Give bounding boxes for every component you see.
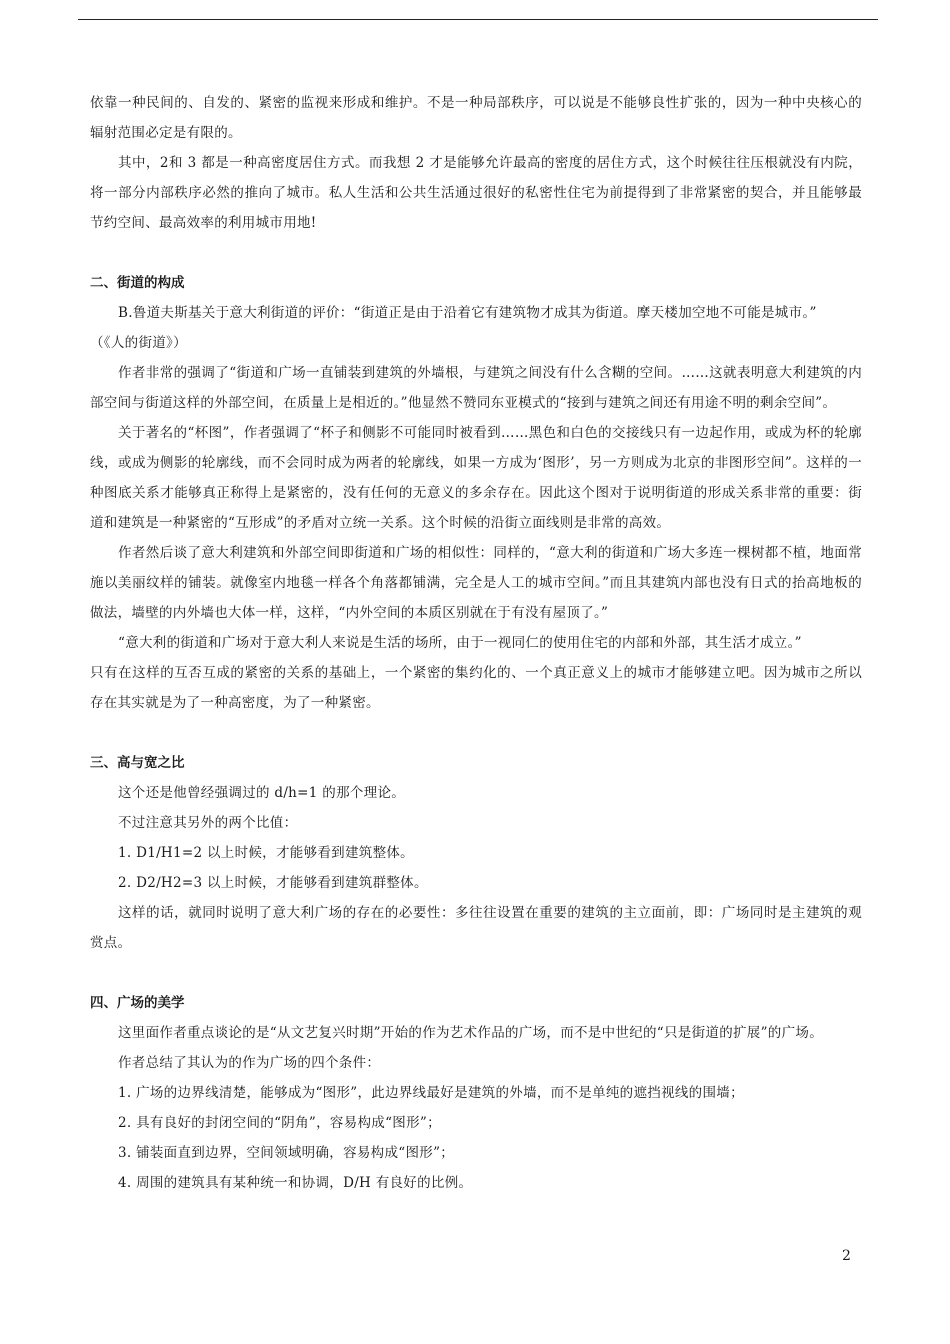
street-paragraph-1: B.鲁道夫斯基关于意大利街道的评价：“街道正是由于沿着它有建筑物才成其为街道。摩天楼加空地不可能是城市。” — [118, 305, 817, 321]
section-gap — [90, 238, 862, 268]
ratio-paragraph-3: 这样的话，就同时说明了意大利广场的存在的必要性：多往往设置在重要的建筑的主立面前，即：广场同时是主建筑的观赏点。 — [90, 905, 862, 951]
street-quote-source: （《人的街道》） — [90, 335, 187, 351]
street-paragraph-5: “意大利的街道和广场对于意大利人来说是生活的场所，由于一视同仁的使用住宅的内部和外部，其生活才成立。” — [118, 635, 802, 651]
section-heading-plaza: 四、广场的美学 — [90, 995, 185, 1011]
page-body — [90, 88, 862, 1198]
ratio-paragraph-1: 这个还是他曾经强调过的 d/h=1 的那个理论。 — [118, 785, 406, 801]
ratio-list-item-2: 2. D2/H2=3 以上时候，才能够看到建筑群整体。 — [118, 875, 428, 891]
section-heading-street: 二、街道的构成 — [90, 275, 185, 291]
street-paragraph-6: 只有在这样的互否互成的紧密的关系的基础上，一个紧密的集约化的、一个真正意义上的城市才能够建立吧。因为城市之所以存在其实就是为了一种高密度，为了一种紧密。 — [90, 665, 862, 711]
page-number: 2 — [842, 1248, 851, 1264]
ratio-paragraph-2: 不过注意其另外的两个比值： — [118, 815, 298, 831]
street-paragraph-4: 作者然后谈了意大利建筑和外部空间即街道和广场的相似性：同样的，“意大利的街道和广场大多连一棵树都不植，地面常施以美丽纹样的铺装。就像室内地毯一样各个角落都铺满，完全是人工的城市空间。”而且其建筑内部也没有日式的抬高地板的做法，墙壁的内外墙也大体一样，这样，“内外空间的本质区别就在于有没有屋顶了。” — [90, 545, 862, 621]
plaza-list-item-2: 2. 具有良好的封闭空间的“阴角”，容易构成“图形”； — [118, 1115, 441, 1131]
street-paragraph-3: 关于著名的“杯图”，作者强调了“杯子和侧影不可能同时被看到……黑色和白色的交接线只有一边起作用，或成为杯的轮廓线，或成为侧影的轮廓线，而不会同时成为两者的轮廓线，如果一方成为‘图形’，另一方则成为北京的非图形空间”。这样的一种图底关系才能够真正称得上是紧密的，没有任何的无意义的多余存在。因此这个图对于说明街道的形成关系非常的重要：街道和建筑是一种紧密的“互形成”的矛盾对立统一关系。这个时候的沿街立面线则是非常的高效。 — [90, 425, 862, 531]
street-paragraph-2: 作者非常的强调了“街道和广场一直铺装到建筑的外墙根，与建筑之间没有什么含糊的空间。……这就表明意大利建筑的内部空间与街道这样的外部空间，在质量上是相近的。”他显然不赞同东亚模式的“接到与建筑之间还有用途不明的剩余空间”。 — [90, 365, 862, 411]
intro-paragraph-1: 依靠一种民间的、自发的、紧密的监视来形成和维护。不是一种局部秩序，可以说是不能够良性扩张的，因为一种中央核心的辐射范围必定是有限的。 — [90, 95, 862, 141]
header-rule — [78, 19, 878, 20]
ratio-list-item-1: 1. D1/H1=2 以上时候，才能够看到建筑整体。 — [118, 845, 414, 861]
plaza-list-item-4: 4. 周围的建筑具有某种统一和协调，D/H 有良好的比例。 — [118, 1175, 473, 1191]
plaza-paragraph-2: 作者总结了其认为的作为广场的四个条件： — [118, 1055, 381, 1071]
intro-paragraph-2: 其中，2和 3 都是一种高密度居住方式。而我想 2 才是能够允许最高的密度的居住方式，这个时候往往压根就没有内院，将一部分内部秩序必然的推向了城市。私人生活和公共生活通过很好的私密性住宅为前提得到了非常紧密的契合，并且能够最节约空间、最高效率的利用城市用地! — [90, 155, 862, 231]
section-heading-ratio: 三、高与宽之比 — [90, 755, 185, 771]
section-gap — [90, 958, 862, 988]
plaza-list-item-3: 3. 铺装面直到边界，空间领域明确，容易构成“图形”； — [118, 1145, 455, 1161]
plaza-list-item-1: 1. 广场的边界线清楚，能够成为“图形”，此边界线最好是建筑的外墙，而不是单纯的遮挡视线的围墙； — [118, 1085, 744, 1101]
section-gap — [90, 718, 862, 748]
plaza-paragraph-1: 这里面作者重点谈论的是“从文艺复兴时期”开始的作为艺术作品的广场，而不是中世纪的“只是街道的扩展”的广场。 — [118, 1025, 824, 1041]
